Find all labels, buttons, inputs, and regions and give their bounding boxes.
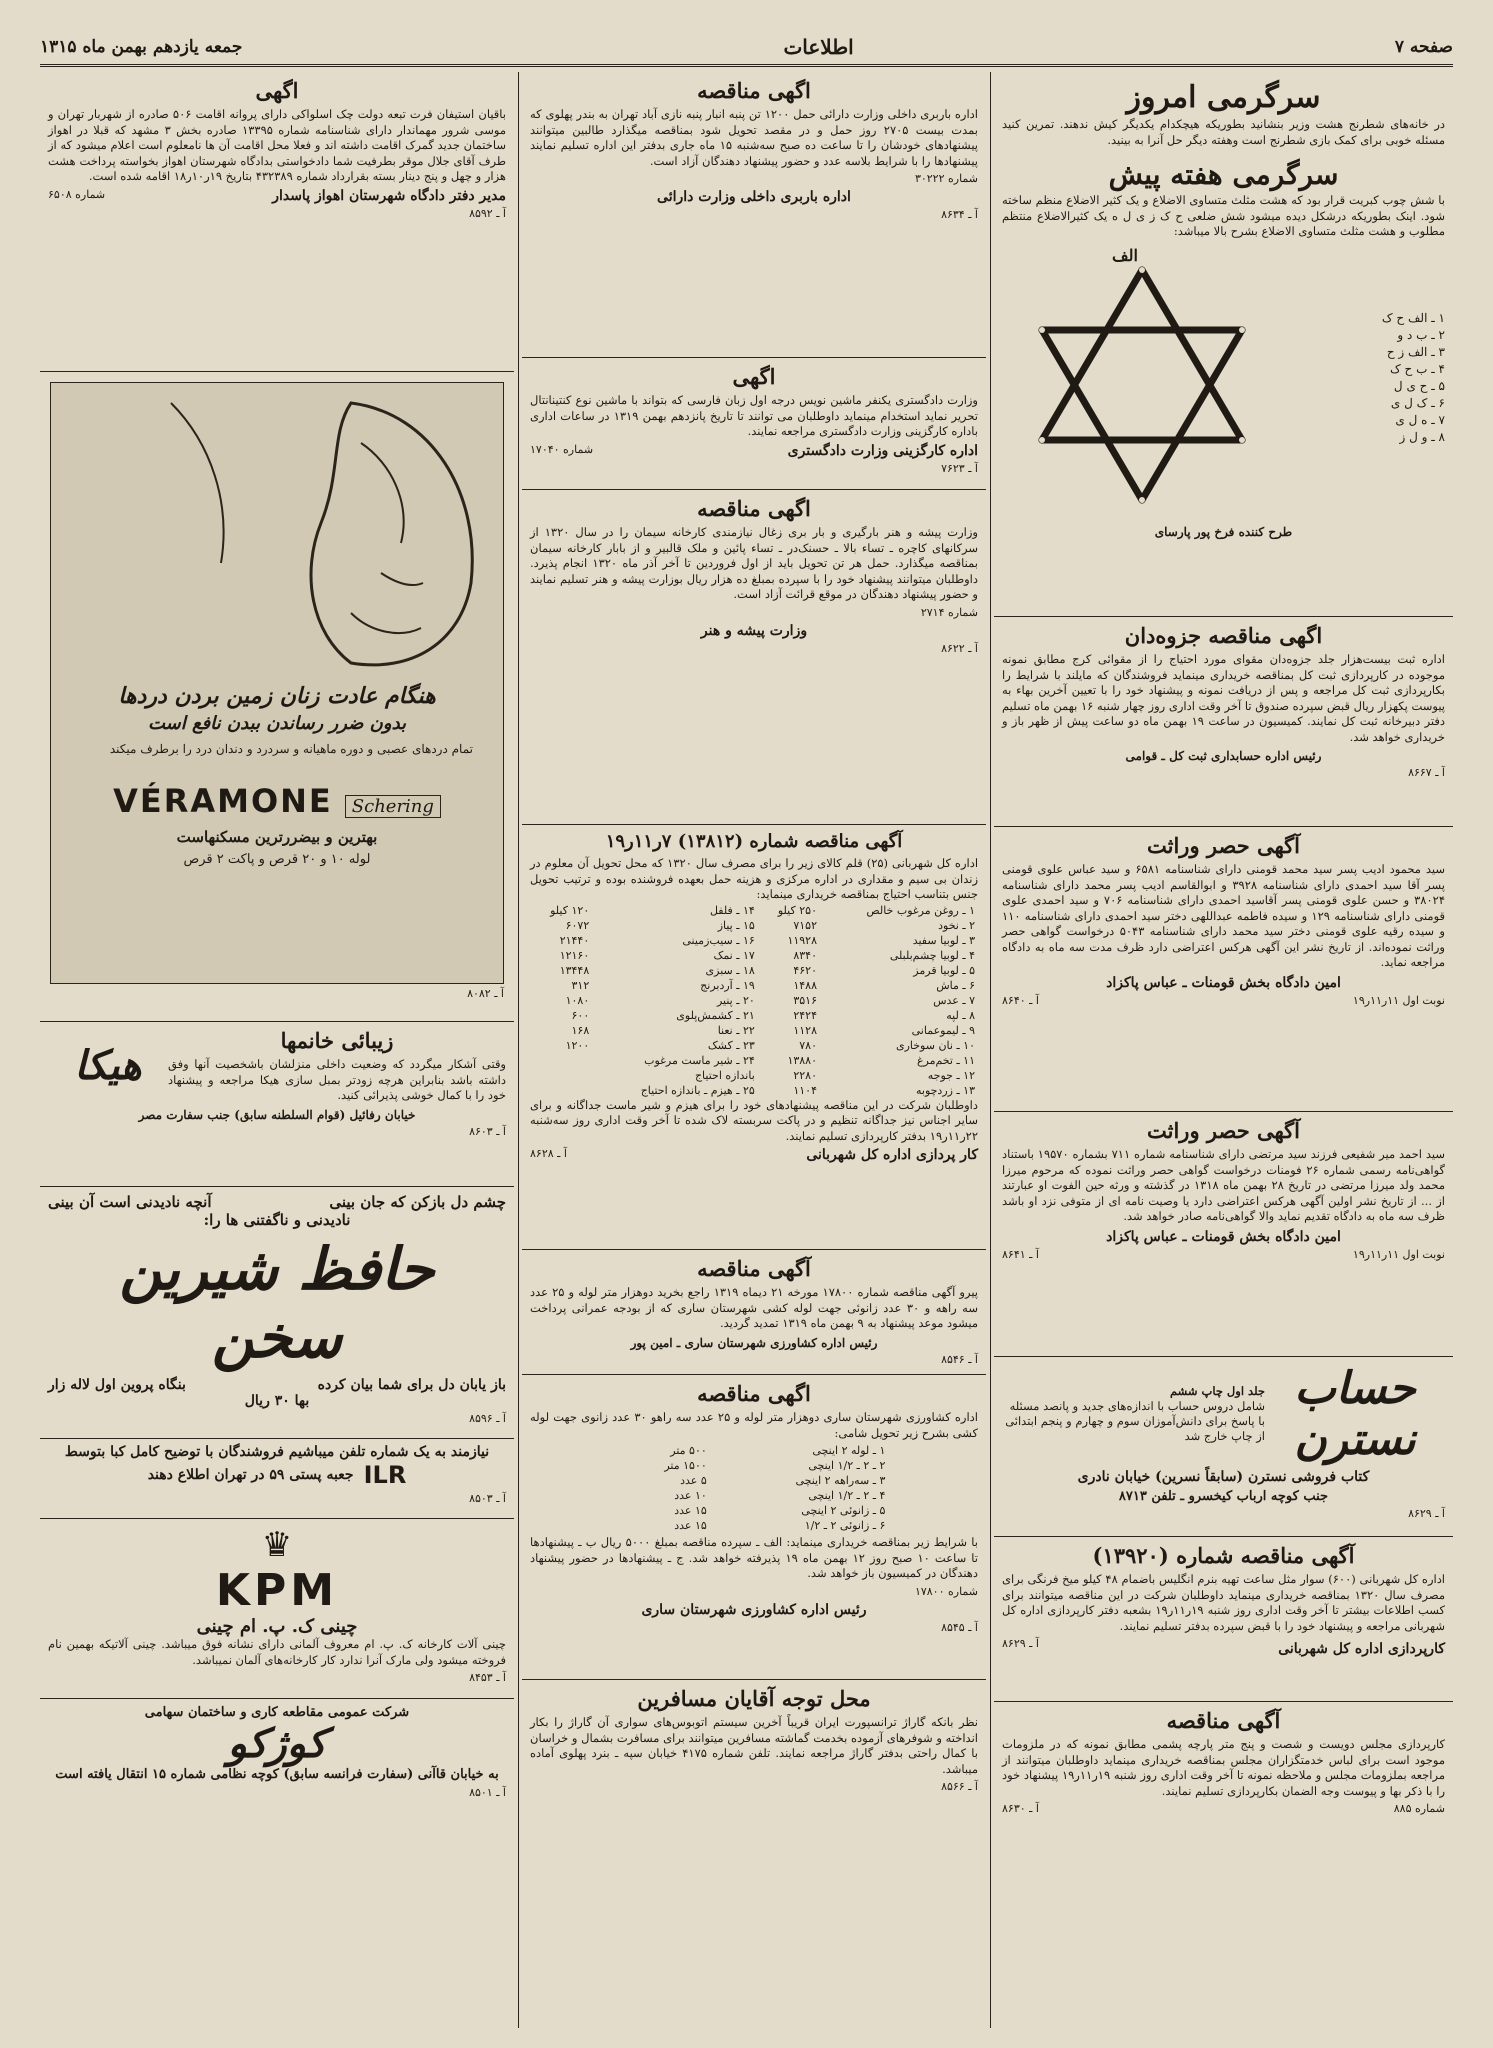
table-cell: ۵۰۰ متر xyxy=(670,1444,707,1457)
table-row xyxy=(530,1008,978,1023)
ad-code: آ ـ ۸۶۲۲ xyxy=(941,641,978,655)
schering-logo: Schering xyxy=(345,795,441,818)
kozko-text: به خیابان قاآنی (سفارت فرانسه سابق) کوچه نظامی شماره ۱۵ انتقال یافته است xyxy=(55,1767,499,1782)
ad-code-row xyxy=(1002,1248,1445,1261)
ad-title: اگهی xyxy=(255,78,299,103)
ad-code: آ ـ ۸۶۲۸ xyxy=(530,1147,567,1160)
masthead xyxy=(40,30,1453,67)
ad-code-row xyxy=(1002,1637,1445,1657)
table-cell: ۱۱۲۸ xyxy=(793,1023,817,1037)
ad-text: وقتی آشکار میگردد که وضعیت داخلی منزلشان باشخصیت آنها وفق داشته باشد بنابراین هرچه زودتر بمبل سازی هیکا مراجعه و پیشنهاد خود را با کمال خوشی پذیرائی کنید. xyxy=(168,1057,506,1102)
table-cell: ۹ ـ لیموعمانی xyxy=(911,1023,975,1037)
ad-title: آگهی مناقصه شماره (۱۳۸۱۲) ۷ر۱۱ر۱۹ xyxy=(605,831,903,852)
table-cell: ۲۳ ـ کشک xyxy=(707,1038,755,1052)
table-cell: ۴۶۲۰ xyxy=(793,963,817,977)
ilr-text2: جعبه پستی ۵۹ در تهران اطلاع دهند xyxy=(147,1466,354,1483)
table-cell: ۲۵ ـ هیزم ـ باندازه احتیاج xyxy=(640,1083,755,1097)
table-cell: ۱۱۰۴ xyxy=(793,1083,817,1097)
list-item: ۸ ـ و ل ز xyxy=(1399,429,1445,444)
table-row xyxy=(530,948,978,963)
table-cell: ۳ ـ لوبیا سفید xyxy=(912,933,975,947)
ad-text: پیرو آگهی مناقصه شماره ۱۷۸۰۰ مورخه ۲۱ دیماه ۱۳۱۹ راجع بخرید دوهزار متر لوله و ۲۵ عدد سه راهه و ۳۰ عدد زانوئی جهت لوله کشی شهرستان ساری که از بودجه عمرانی پرداخت میشود موعد پیشنهاد به ۹ بهمن ماه ۱۳۱۹ تمدید گردید. xyxy=(530,1285,979,1330)
ad-text: اداره باربری داخلی وزارت دارائی حمل ۱۲۰۰ تن پنبه انبار پنبه نازی آباد تهران به بندر پهلوی که بمدت بیست ۲۷۰۵ روز حمل و در مقصد تحویل شود بمناقصه میگذارد طالبین میتوانند پیشنهادهای خودشان را تا ساعت ده صبح سه‌شنبه ۱۵ ماه جاری بدفتر این اداره تسلیم نمایند پیشنهادها را با شرایط بلاسه عدد و حضور پیشنهاد دهندگان آزاد است. xyxy=(530,107,978,168)
table-row xyxy=(620,1458,889,1473)
column-right xyxy=(994,72,1453,2028)
book-seller: کتاب فروشی نسترن (سابقاً نسرین) خیابان نادری xyxy=(1077,1469,1370,1485)
table-cell: ۲ ـ نخود xyxy=(938,918,975,932)
puzzle-body xyxy=(1002,246,1445,521)
ad-text: کارپردازی مجلس دویست و شصت و پنج متر پارچه پشمی مطابق نمونه که در ملزومات موجود است برای لباس خدمتگزاران مجلس بمناقصه خریداری مینماید داوطلبان میتوانند از مراجعه بملزومات مجلس و ملاحظه نمونه تا آخر وقت اداری روز شنبه ۱۹ر۱۱ر۱۹ پیشنهاد خود را با ذکر بها و پیوست وجه الضمان بکارپردازی تسلیم نمایند. xyxy=(1002,1737,1445,1798)
ad-title: آگهی حصر وراثت xyxy=(1147,1118,1300,1143)
table-cell: ۱۰ عدد xyxy=(674,1489,707,1502)
ad-intro: اداره کشاورزی شهرستان ساری دوهزار متر لوله و ۲۵ عدد سه راهو ۳۰ عدد زانوی جهت لوله کشی بشرح زیر تحویل شامی: xyxy=(530,1410,978,1440)
ad-signature: کارپردازی اداره کل شهربانی xyxy=(1278,1641,1445,1657)
hafez-publisher: بنگاه پروین اول لاله زار xyxy=(48,1377,186,1393)
book-title: حساب نسترن xyxy=(1294,1363,1416,1465)
table-cell: ۱۵ عدد xyxy=(674,1504,707,1517)
ad-number: شماره ۳۰۲۲۲ xyxy=(914,172,978,185)
table-cell: ۱۱ ـ تخم‌مرغ xyxy=(916,1053,975,1067)
ad-text: وزارت پیشه و هنر بارگیری و بار بری زغال نیازمندی کارخانه سیمان را در سال ۱۳۲۰ از سرکانهای کاچره ـ تساء بالا ـ حسنک‌در ـ تساء پائین و ملک قالبیر و از بابار کارخانه سیمان بمناقصه میگذارد. حمل هر تن تحویل باید از اول فروردین تا آخر آذر ماه ۱۳۲۰ انجام پذیرد. داوطلبان میتوانند پیشنهاد خود را با سپرده بمبلغ ده هزار ریال بوزارت پیشه و هنر تسلیم نمایند و حضور پیشنهاد دهندگان در موقع قرائت آزاد است. xyxy=(530,525,978,601)
table-cell: ۶۰۰ xyxy=(571,1008,590,1022)
ad-text: سید احمد میر شفیعی فرزند سید مرتضی دارای شناسنامه شماره ۷۱۱ بشماره ۱۹۵۷۰ باستناد گواهی‌نامه رسمی شماره ۲۶ فومنات درخواست گواهی حصر وراثت نموده که مرحوم میرزا محمد ولد میرزا مرتضی در تاریخ ۲۸ بهمن ماه ۱۳۱۸ در گذشته و ورثه حین الفوت او عبارتند از ... از تاریخ نشر اولین آگهی هرکس اعتراضی دارد یا وصیت نامه ای از متوفی نزد او باشد ظرف سه ماه به دادگاه تقدیم نماید والا گواهی‌نامه صادر خواهد شد. xyxy=(1002,1147,1445,1223)
ad-code: آ ـ ۸۵۴۶ xyxy=(941,1352,978,1366)
table-cell: ۵ ـ لوبیا قرمز xyxy=(913,963,975,977)
ad-text: اداره کل شهربانی (۶۰۰) سوار مثل ساعت تهیه بنرم انگلیس باضمام ۴۸ کیلو میخ فرنگی برای مصرف سال ۱۳۲۰ بمناقصه خریداری مینماید داوطلبان شرکت در این مناقصه میتوانند برای کسب اطلاعات بیشتر تا آخر وقت اداری روز شنبه ۱۹ر۱۱ر۱۹ بشعبه دفتر کارپردازی اداره کل شهربانی مراجعه و پیشنهاد خود را با قبض سپرده بدفتر تسلیم نمایند. xyxy=(1002,1572,1446,1633)
list-item: ۶ ـ ک ل ی xyxy=(1390,395,1445,410)
ad-signature: رئیس اداره کشاورزی شهرستان ساری ـ امین پور xyxy=(630,1335,878,1350)
table-cell: ۴ ـ لوبیا چشم‌بلبلی xyxy=(889,948,975,962)
ad-number: شماره ۲۷۱۴ xyxy=(920,605,978,619)
puzzle-section xyxy=(994,72,1453,617)
ad-code-row xyxy=(530,1780,978,1793)
table-cell: ۳۱۲ xyxy=(571,978,590,992)
ad-date: نوبت اول ۱۱ر۱۱ر۱۹ xyxy=(1352,993,1445,1007)
ad-code-row xyxy=(1002,1507,1445,1520)
ad-text: باقیان استیفان فرت تبعه دولت چک اسلواکی دارای پروانه اقامت ۵۰۶ صادره از شهربار تهران و موسی شرور مهماندار دارای شناسنامه شماره ۱۳۳۹۵ صادره بخش ۳ مشهد که قبلا در اهواز ساختمان جدید گمرک اقامت داشته اند و فعلا محل اقامت آن ها نامعلوم است اعلام میشود که از طرف آقای جلال موقر بطرفیت شما دادخواستی بدادگاه شهرستان اهواز بخواسته پرداخت هشت هزار و چهل و پنج دینار بسته بقرارداد شماره ۴۳۲۳۸۹ بتاریخ ۱۹ر۱۰ر۱۸ اقامه شده است. xyxy=(48,107,506,183)
kozko-company: شرکت عمومی مقاطعه کاری و ساختمان سهامی xyxy=(144,1705,410,1720)
ad-number: شماره ۱۷۸۰۰ xyxy=(914,1584,978,1598)
hika-logo: هیکا xyxy=(74,1042,142,1090)
ad-code: آ ـ ۸۶۳۴ xyxy=(941,208,978,221)
ad-ilr-telephone xyxy=(40,1439,514,1519)
table-row xyxy=(530,963,978,978)
ad-num-row xyxy=(530,172,978,185)
ad-intro: اداره کل شهربانی (۲۵) قلم کالای زیر را برای مصرف سال ۱۳۲۰ که محل تحویل آن معلوم در زندان بی سیم و مقداری در اداره مرکزی و هزینه حمل بعهده فروشنده بوده و ترتیب تحویل جنس بتناسب احتیاج بمناقصه خریداری مینماید: xyxy=(530,856,979,901)
table-row xyxy=(620,1473,889,1488)
table-row xyxy=(620,1518,889,1533)
ad-veramone xyxy=(40,372,514,1022)
table-cell: ۱۲۰ کیلو xyxy=(550,903,590,917)
ad-text: داوطلبان شرکت در این مناقصه پیشنهادهای خود را برای هیزم و شیر ماست جداگانه و برای سایر اجناس نیز جداگانه تنظیم و در پاکت سربسته لاک شده تا آخر وقت اداری روز سه‌شنبه ۲۲ر۱۱ر۱۹ بدفتر کارپردازی تسلیم نمایند. xyxy=(530,1097,978,1143)
ad-number: شماره ۸۸۵ xyxy=(1393,1802,1445,1815)
ad-code: آ ـ ۸۵۹۲ xyxy=(469,206,506,220)
veramone-logo: VÉRAMONE xyxy=(113,781,333,820)
table-cell: ۱۸ ـ سبزی xyxy=(705,963,755,977)
ad-title: آگهی مناقصه xyxy=(1166,1708,1281,1733)
book-note: از چاپ خارج شد xyxy=(1184,1429,1265,1443)
issue-date: جمعه یازدهم بهمن ماه ۱۳۱۵ xyxy=(40,37,243,57)
list-item: ۳ ـ الف ز ح xyxy=(1386,344,1445,359)
ad-code: آ ـ ۸۵۴۵ xyxy=(941,1620,978,1634)
ad-code-row xyxy=(530,1147,978,1163)
table-row xyxy=(530,1023,978,1038)
table-cell: ۱۱۹۲۸ xyxy=(787,933,817,947)
ad-code: آ ـ ۸۶۴۱ xyxy=(1002,1247,1039,1261)
puzzle-answer-list xyxy=(1295,246,1445,521)
ad-signature: وزارت پیشه و هنر xyxy=(700,622,808,639)
column-middle xyxy=(522,72,986,2028)
veramone-subheadline: بدون ضرر رساندن ببدن نافع است xyxy=(147,713,407,734)
ad-number: شماره ۶۵۰۸ xyxy=(48,187,106,201)
ad-cotton-transport xyxy=(522,72,986,358)
ad-signature: اداره باربری داخلی وزارت دارائی xyxy=(657,189,851,205)
ad-code-row xyxy=(530,1353,978,1366)
book-ad-header xyxy=(1002,1363,1445,1465)
table-row xyxy=(530,1038,978,1053)
veramone-packaging: لوله ۱۰ و ۲۰ قرص و پاکت ۲ قرص xyxy=(183,851,371,867)
list-item: ۱ ـ الف ح ک xyxy=(1381,310,1445,325)
ad-sig-row xyxy=(48,188,506,204)
veramone-artwork xyxy=(50,382,504,984)
table-cell: ۱۴ ـ فلفل xyxy=(709,903,755,917)
hafez-verse-row xyxy=(48,1193,506,1211)
ad-kpm-porcelain xyxy=(40,1519,514,1699)
table-cell: ۱۳۸۸۰ xyxy=(787,1053,817,1067)
table-cell: ۲۱ ـ کشمش‌پلوی xyxy=(676,1008,755,1022)
ad-title: اگهی مناقصه جزوه‌دان xyxy=(1124,623,1323,648)
table-cell: ۱۶ ـ سیب‌زمینی xyxy=(682,933,755,947)
ad-code: آ ـ ۸۶۲۹ xyxy=(1002,1637,1039,1650)
ad-code: آ ـ ۸۶۲۹ xyxy=(1408,1507,1445,1520)
ilr-logo: ILR xyxy=(363,1460,407,1489)
ad-signature: رئیس اداره حسابداری ثبت کل ـ قوامی xyxy=(1125,749,1322,763)
ad-code-row xyxy=(48,1671,506,1684)
table-row xyxy=(530,993,978,1008)
hafez-line3: باز یابان دل برای شما بیان کرده xyxy=(317,1377,506,1393)
ad-signature: امین دادگاه بخش قومنات ـ عباس پاکزاد xyxy=(1106,974,1341,991)
table-cell: ۶۰۷۲ xyxy=(565,918,590,932)
ad-title: محل توجه آقایان مسافرین xyxy=(637,1686,871,1711)
book-description: شامل دروس حساب با اندازه‌های جدید و پانصد مسئله با پاسخ برای دانش‌آموزان سوم و چهارم و پنجم ابتدائی xyxy=(1005,1399,1265,1428)
list-item: ۲ ـ ب د و xyxy=(1397,327,1445,342)
kozko-logo: کوژکو xyxy=(227,1720,327,1767)
book-details xyxy=(1002,1384,1265,1444)
ad-code-row xyxy=(50,987,504,1000)
ad-code-row xyxy=(1002,766,1445,779)
veramone-text: تمام دردهای عصبی و دوره ماهیانه و سردرد و دندان درد را برطرف میکند xyxy=(109,742,473,756)
column-left xyxy=(40,72,514,2028)
hafez-verse-left: آنچه نادیدنی است آن بینی xyxy=(48,1193,212,1211)
table-cell: ۱۳ ـ زردچوبه xyxy=(915,1083,975,1097)
ad-code: آ ـ ۸۵۹۶ xyxy=(469,1412,506,1425)
ad-police-food-tender xyxy=(522,825,986,1250)
list-item: ۷ ـ ه ل ی xyxy=(1395,412,1445,427)
veramone-copy xyxy=(51,683,503,867)
table-row xyxy=(530,903,978,918)
hafez-verse-right: چشم دل بازکن که جان بینی xyxy=(329,1193,506,1211)
table-cell xyxy=(530,1053,592,1068)
ad-text: نظر بانکه گاراژ ترانسپورت ایران قریباً آخرین سیستم اتوبوس‌های سواری آن گاراژ را بکار انداخته و شوفرهای آزموده بخدمت گماشته مسافرین میتوانند برای مسافرت بشمال و خراسان با کمال راحتی بدفتر گاراژ مراجعه نمایند. تلفن شماره ۴۱۷۵ خیابان سپه ـ بنرد پهلوی آماده میباشد. xyxy=(530,1715,979,1776)
veramone-brand-row xyxy=(51,782,503,820)
ad-text: اداره ثبت بیست‌هزار جلد جزوه‌دان مقوای مورد احتیاج را از مقوائی کرج مطابق نمونه موجوده در کارپردازی ثبت کل بمناقصه خریداری مینماید فروشندگان که مایلند با شرایط را بکارپردازی ثبت کل مراجعه و پس از دریافت نمونه و پیشنهاد خود را با تعیین آخرین بهاء به پیوست پکهزار ریال قبض سپرده صندوق تا آخر وقت اداری روز چهار شنبه ۱۶ بهمن ماه تسلیم دفتر دبیرخانه ثبت کل نمایند. کمیسیون در ساعت ۱۹ بهمن ماه دو ساعت پیش از ظهر باز و خریداری خواهد شد. xyxy=(1002,652,1446,744)
hika-body xyxy=(48,1028,506,1104)
ad-code: آ ـ ۸۵۰۱ xyxy=(469,1785,506,1799)
ad-title: آگهی حصر وراثت xyxy=(1147,833,1300,858)
column-rule xyxy=(990,72,991,2028)
ad-code: آ ـ ۸۶۰۳ xyxy=(469,1124,506,1138)
page-number: صفحه ۷ xyxy=(1394,37,1453,57)
table-cell xyxy=(530,1068,592,1083)
hafez-info-row xyxy=(48,1377,506,1393)
ad-code: آ ـ ۸۵۶۶ xyxy=(941,1780,978,1793)
ad-number: شماره ۱۷۰۴۰ xyxy=(530,442,594,456)
week-puzzle-title: سرگرمی هفته پیش xyxy=(1108,158,1339,191)
table-cell: ۱۹ ـ آردبرنج xyxy=(700,978,755,992)
table-cell: ۱۷ ـ نمک xyxy=(713,948,755,962)
ad-binding-tender xyxy=(994,617,1453,827)
ad-code-row xyxy=(48,1125,506,1138)
ad-signature: رئیس اداره کشاورزی شهرستان ساری xyxy=(641,1601,867,1618)
kpm-crown-icon: ♛ xyxy=(261,1525,293,1565)
ad-hika-furniture xyxy=(40,1022,514,1187)
list-item: ۵ ـ ح ی ل xyxy=(1393,378,1445,393)
table-cell: ۱۴۸۸ xyxy=(793,978,817,992)
table-cell: ۲ ـ ۲ ـ ۱/۲ اینچی xyxy=(808,1459,886,1472)
table-cell: ۱۳۴۴۸ xyxy=(559,963,590,977)
puzzle-title: سرگرمی امروز xyxy=(1126,80,1321,115)
kpm-logo: KPM xyxy=(215,1565,339,1616)
ad-code: آ ـ ۸۵۰۳ xyxy=(469,1491,506,1505)
ad-code-row xyxy=(48,1412,506,1425)
column-rule xyxy=(518,72,519,2028)
ad-code: آ ـ ۸۶۴۰ xyxy=(1002,993,1039,1007)
ad-inheritance-1 xyxy=(994,827,1453,1112)
ad-title: اگهی xyxy=(732,364,776,389)
veramone-headline: هنگام عادت زنان زمین بردن دردها xyxy=(118,683,436,709)
table-cell: ۱ ـ روغن مرغوب خالص xyxy=(866,903,975,917)
veramone-tagline: بهترین و بیضررترین مسکنهاست xyxy=(176,827,378,846)
table-row xyxy=(620,1503,889,1518)
hexagram-matchstick-figure xyxy=(1022,260,1262,510)
table-cell: ۳۵۱۶ xyxy=(793,993,817,1007)
puzzle-designer: طرح کننده فرخ پور پارسای xyxy=(1154,524,1293,539)
ad-text: وزارت دادگستری یکنفر ماشین نویس درجه اول زبان فارسی که بتواند با ماشین نوع کنتینانتال تحریر نماید استخدام مینماید داوطلبان می توانند تا تاریخ پانزدهم بهمن ۱۳۱۹ در ساعات اداری باداره کارگزینی وزارت دادگستری مراجعه نمایند. xyxy=(530,393,978,438)
table-row xyxy=(530,978,978,993)
ad-code: آ ـ ۸۴۵۳ xyxy=(469,1671,506,1684)
table-cell: ۶ ـ ماش xyxy=(936,978,975,992)
table-row xyxy=(620,1488,889,1503)
kpm-persian-name: چینی ک. پ. ام چینی xyxy=(196,1616,358,1637)
ad-code-row xyxy=(530,1621,978,1634)
table-cell: ۵ عدد xyxy=(680,1474,707,1487)
table-cell: ۱۶۸ xyxy=(571,1023,590,1037)
table-cell: ۲۵۰ کیلو xyxy=(777,903,817,917)
ad-kozko xyxy=(40,1699,514,1849)
pipes-table xyxy=(620,1443,889,1533)
hafez-price: بها ۳۰ ریال xyxy=(244,1393,310,1409)
table-cell: ۵ ـ زانوئی ۲ اینچی xyxy=(801,1504,886,1517)
table-row xyxy=(530,1053,978,1068)
ad-title: اگهی مناقصه xyxy=(697,78,811,103)
ilr-text: نیازمند به یک شماره تلفن میباشیم فروشندگان با توضیح کامل کبا بتوسط xyxy=(64,1444,490,1460)
ad-signature: کار پردازی اداره کل شهربانی xyxy=(806,1147,978,1163)
table-cell: ۱۵ عدد xyxy=(674,1519,707,1532)
ad-signature: مدیر دفتر دادگاه شهرستان اهواز پاسدار xyxy=(272,187,506,204)
table-row xyxy=(530,1083,978,1098)
ad-code: آ ـ ۸۶۳۰ xyxy=(1002,1802,1039,1815)
table-row xyxy=(530,933,978,948)
ad-signature: امین دادگاه بخش قومنات ـ عباس پاکزاد xyxy=(1106,1228,1341,1245)
table-cell: ۲۴۲۴ xyxy=(793,1008,817,1022)
ad-typist xyxy=(522,358,986,490)
ad-sari-pipes-2 xyxy=(522,1375,986,1680)
ad-num-row xyxy=(530,606,978,619)
table-row xyxy=(620,1443,889,1458)
ad-text: سید محمود ادیب پسر سید محمد قومنی دارای شناسنامه ۶۵۸۱ و سید عباس علوی قومنی پسر آقا سید احمدی دارای شناسنامه ۳۹۲۸ و ابوالقاسم ادیب پسر محمد دارای شناسنامه ۳۸۰۲۴ و حسن علوی قومنی پسر آقاسید احمدی دارای شناسنامه ۷۰۶ و سید احمدی علوی قومنی دارای شناسنامه ۱۲۹ و سیده فاطمه عبداللهی دختر سید احمدی دارای شناسنامه ۱۱۰ و سیده رقیه علوی قومنی دختر سید محمد دارای شناسنامه ۵۰۴۳ درخواست گواهی حصر وراثت نموده‌اند. از تاریخ نشر این آگهی هرکس اعتراضی دارد ظرف مدت سه ماه به دادگاه مراجعه نماید. xyxy=(1002,862,1446,969)
table-cell: ۲۱۴۴۰ xyxy=(559,933,590,947)
ad-travelers xyxy=(522,1680,986,1820)
ad-code-row xyxy=(530,462,978,475)
table-cell: ۱ ـ لوله ۲ اینچی xyxy=(812,1444,886,1457)
book-address: جنب کوچه ارباب کیخسرو ـ تلفن ۸۷۱۳ xyxy=(1118,1489,1329,1504)
table-row xyxy=(530,918,978,933)
ad-code-row xyxy=(530,443,978,459)
ad-title: آگهی مناقصه xyxy=(697,1256,811,1281)
list-item: ۴ ـ ب ح ک xyxy=(1389,361,1445,376)
woman-face-illustration xyxy=(51,383,503,683)
hika-text-block xyxy=(168,1028,506,1104)
ad-title: زیبائی خانمها xyxy=(280,1028,394,1053)
ad-signature: اداره کارگزینی وزارت دادگستری xyxy=(787,442,978,459)
figure-label: الف xyxy=(1112,245,1138,265)
ad-sari-pipes-1 xyxy=(522,1250,986,1375)
table-cell: ۷ ـ عدس xyxy=(933,993,975,1007)
ad-text: با شرایط زیر بمناقصه خریداری مینماید: الف ـ سپرده مناقصه بمبلغ ۵۰۰۰ ریال ب ـ پیشنهادها تا ساعت ۱۰ صبح روز ۱۲ بهمن ماه ۱۹ پذیرفته خواهد شد. ج ـ پیشنهادها در حضور پیشنهاد دهندگان در کمیسیون باز خواهد شد. xyxy=(530,1535,978,1580)
ad-code-row xyxy=(1002,1802,1445,1815)
ad-code-row xyxy=(48,1492,506,1505)
ad-code-row xyxy=(530,208,978,221)
table-cell: ۷۱۵۲ xyxy=(793,918,817,932)
ad-code: آ ـ ۸۶۶۷ xyxy=(1408,766,1445,779)
ad-code-row xyxy=(48,207,506,220)
table-cell: ۳ ـ سه‌راهه ۲ اینچی xyxy=(795,1474,886,1487)
table-cell: ۱۰ ـ نان سوخاری xyxy=(895,1038,975,1052)
table-cell: ۲۴ ـ شیر ماست مرغوب xyxy=(644,1053,755,1067)
ad-majlis-tender xyxy=(994,1702,1453,1852)
puzzle-intro: در خانه‌های شطرنج هشت وزیر بنشانید بطوریکه هیچکدام یکدیگر کیش ندهند. تمرین کنید مسئله خوبی برای کمک بازی شطرنج است وهفته دیگر حل آنرا به بینید. xyxy=(1002,117,1445,147)
food-items-table xyxy=(530,903,978,1098)
table-cell xyxy=(530,1083,592,1098)
table-cell: ۱۰۸۰ xyxy=(565,993,590,1007)
table-cell: ۲۰ ـ پنیر xyxy=(716,993,755,1007)
hafez-title: حافظ شیرین سخن xyxy=(119,1235,435,1371)
week-puzzle-text: با شش چوب کبریت قرار بود که هشت مثلث متساوی الاضلاع و یک کثیر الاضلاع منظم ساخته شود. اینک بطوریکه درشکل دیده میشود شش ضلعی ح ک ز ی ل ه یک کثیرالاضلاع منتظم مطلوب و هشت مثلث متساوی الاضلاع بشرح بالا میباشد: xyxy=(1002,193,1445,238)
hafez-line2: نادیدنی و ناگفتنی ها را: xyxy=(203,1211,351,1229)
ilr-row xyxy=(48,1461,506,1489)
table-cell: ۸ ـ لپه xyxy=(946,1008,975,1022)
ad-code-row xyxy=(1002,994,1445,1007)
paper-name: اطلاعات xyxy=(783,35,854,59)
ad-industry-tender xyxy=(522,490,986,825)
book-edition: جلد اول چاپ ششم xyxy=(1169,1384,1265,1398)
ad-date: نوبت اول ۱۱ر۱۱ر۱۹ xyxy=(1352,1247,1445,1261)
table-cell: ۸۳۴۰ xyxy=(793,948,817,962)
table-cell: ۲۲ ـ نعنا xyxy=(717,1023,755,1037)
table-cell: ۱۵ ـ پیاز xyxy=(717,918,755,932)
table-cell: ۲۲۸۰ xyxy=(793,1068,817,1082)
table-cell: ۷۸۰ xyxy=(799,1038,817,1052)
table-cell: ۱۲ ـ جوجه xyxy=(927,1068,975,1082)
table-cell: ۴ ـ ۲ ـ ۱/۲ اینچی xyxy=(808,1489,886,1502)
ad-code-row xyxy=(48,1786,506,1799)
ad-title: اگهی مناقصه xyxy=(697,1381,811,1406)
table-cell: ۶ ـ زانوئی ۲ ـ ۱/۲ xyxy=(804,1519,886,1532)
hika-address: خیابان رفائیل (قوام السلطنه سابق) جنب سفارت مصر xyxy=(138,1107,416,1122)
ad-tender-1392 xyxy=(994,1537,1453,1702)
ad-code: آ ـ ۸۰۸۲ xyxy=(467,987,504,1000)
kpm-text: چینی آلات کارخانه ک. پ. ام معروف آلمانی دارای نشانه فوق میباشد. چینی آلاتیکه بهمین نام فروخته میشود ولی مارک آنرا ندارد کار کارخانه‌های آلمان نمیباشد. xyxy=(48,1637,506,1667)
ad-court-notice xyxy=(40,72,514,372)
ad-code: آ ـ ۷۶۲۳ xyxy=(941,461,978,475)
ad-title: اگهی مناقصه xyxy=(697,496,811,521)
table-cell: ۱۲۱۶۰ xyxy=(559,948,590,962)
puzzle-figure xyxy=(1002,246,1295,521)
table-row xyxy=(530,1068,978,1083)
ad-book-nastaran xyxy=(994,1357,1453,1537)
ad-num-row xyxy=(530,1585,978,1598)
ad-hafez-book xyxy=(40,1187,514,1439)
ad-title: آگهی مناقصه شماره (۱۳۹۲۰) xyxy=(1092,1543,1355,1568)
table-cell: ۱۲۰۰ xyxy=(565,1038,590,1052)
ad-code-row xyxy=(530,642,978,655)
ad-inheritance-2 xyxy=(994,1112,1453,1357)
table-cell: باندازه احتیاج xyxy=(694,1068,755,1082)
table-cell: ۱۵۰۰ متر xyxy=(664,1459,707,1472)
